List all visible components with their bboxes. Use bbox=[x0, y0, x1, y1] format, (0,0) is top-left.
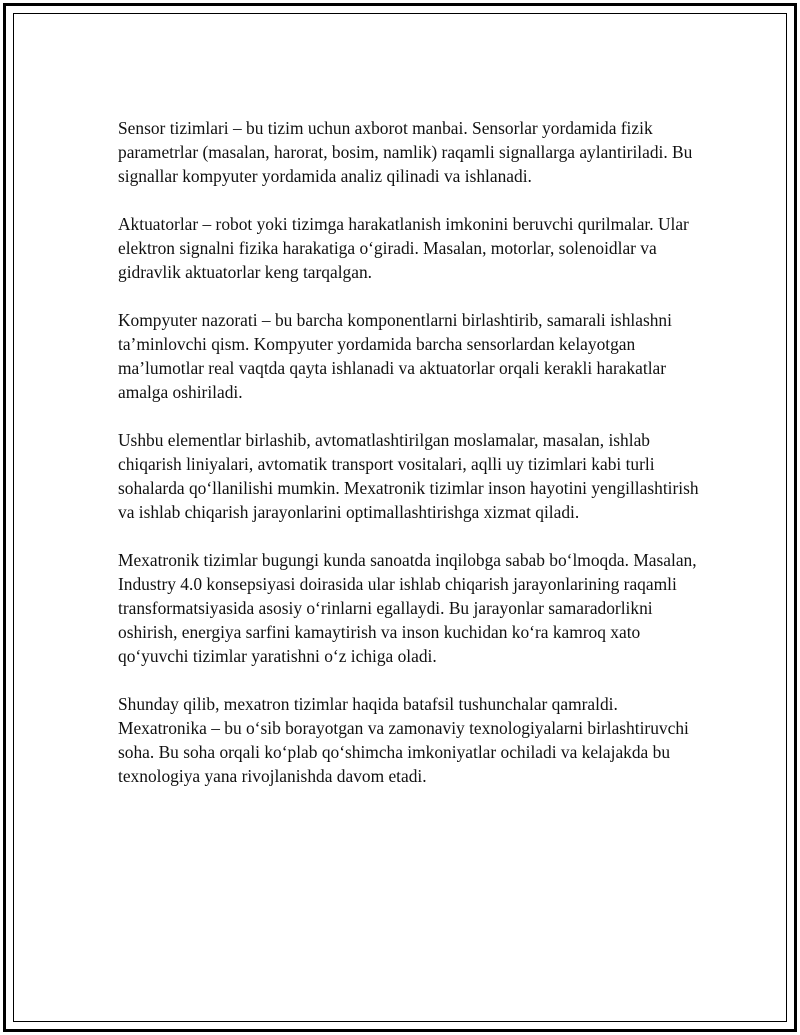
document-body bbox=[118, 116, 708, 812]
paragraph-computer-control: Kompyuter nazorati – bu barcha komponentlarni birlashtirib, samarali ishlashni taʼminlovchi qism. Kompyuter yordamida barcha sensorlardan kelayotgan maʼlumotlar real vaqtda qayta ishlanadi va aktuatorlar orqali kerakli harakatlar amalga oshiriladi. bbox=[118, 310, 672, 402]
paragraph-sensor-systems: Sensor tizimlari – bu tizim uchun axborot manbai. Sensorlar yordamida fizik parametrlar (masalan, harorat, bosim, namlik) raqamli signallarga aylantiriladi. Bu signallar kompyuter yordamida analiz qilinadi va ishlanadi. bbox=[118, 118, 693, 186]
paragraph-actuators: Aktuatorlar – robot yoki tizimga harakatlanish imkonini beruvchi qurilmalar. Ular elektron signalni fizika harakatiga oʻgiradi. Masalan, motorlar, solenoidlar va gidravlik aktuatorlar keng tarqalgan. bbox=[118, 214, 689, 282]
paragraph-industry-impact: Mexatronik tizimlar bugungi kunda sanoatda inqilobga sabab boʻlmoqda. Masalan, Industry 4.0 konsepsiyasi doirasida ular ishlab chiqarish jarayonlarining raqamli transformatsiyasida asosiy oʻrinlarni egallaydi. Bu jarayonlar samaradorlikni oshirish, energiya sarfini kamaytirish va inson kuchidan koʻra kamroq xato qoʻyuvchi tizimlar yaratishni oʻz ichiga oladi. bbox=[118, 550, 697, 666]
paragraph-conclusion: Shunday qilib, mexatron tizimlar haqida batafsil tushunchalar qamraldi. Mexatronika – bu oʻsib borayotgan va zamonaviy texnologiyalarni birlashtiruvchi soha. Bu soha orqali koʻplab qoʻshimcha imkoniyatlar ochiladi va kelajakda bu texnologiya yana rivojlanishda davom etadi. bbox=[118, 694, 689, 786]
paragraph-applications: Ushbu elementlar birlashib, avtomatlashtirilgan moslamalar, masalan, ishlab chiqarish liniyalari, avtomatik transport vositalari, aqlli uy tizimlari kabi turli sohalarda qoʻllanilishi mumkin. Mexatronik tizimlar inson hayotini yengillashtirish va ishlab chiqarish jarayonlarini optimallashtirishga xizmat qiladi. bbox=[118, 430, 699, 522]
